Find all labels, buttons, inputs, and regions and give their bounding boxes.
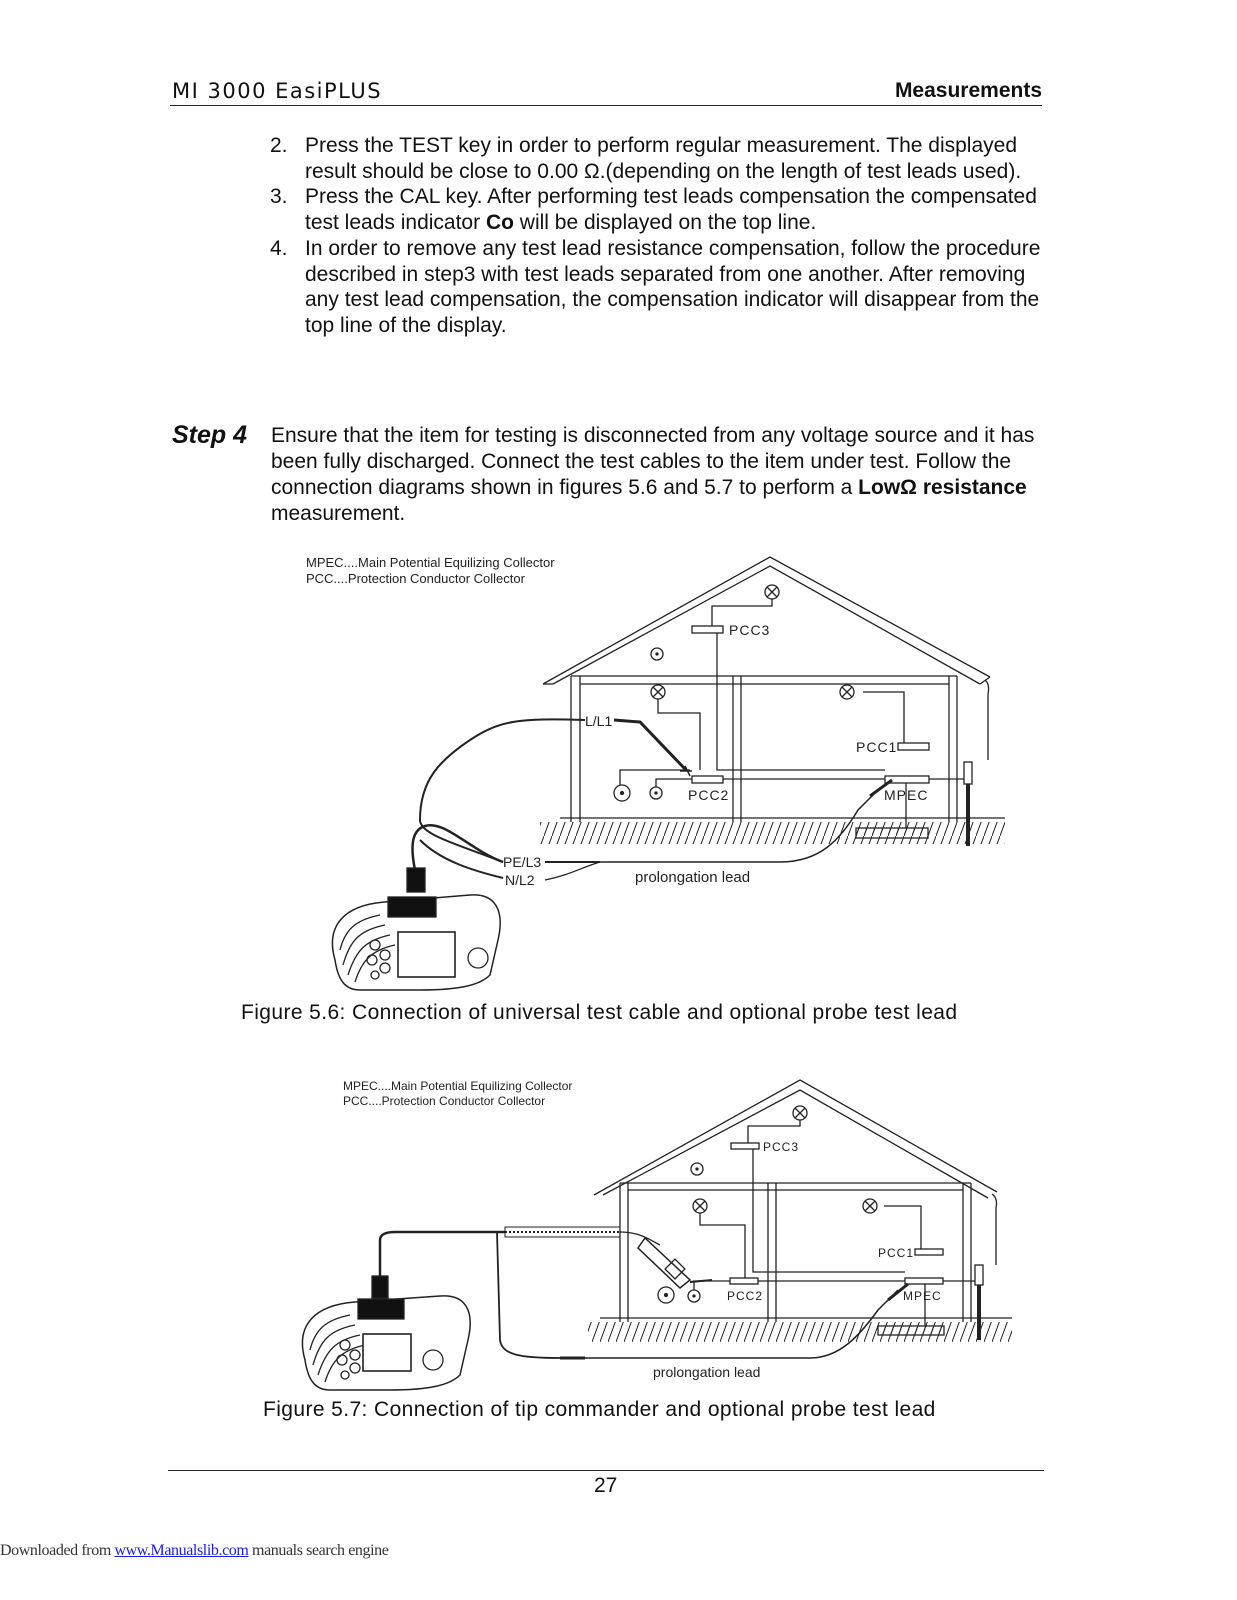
earth-clamp (975, 1265, 983, 1285)
mpec-bar (905, 1278, 943, 1284)
downpipe (992, 1194, 997, 1265)
label-mpec: MPEC (903, 1289, 942, 1303)
label-pe-l3: PE/L3 (503, 854, 542, 870)
list-number: 4. (270, 236, 288, 260)
label-l-l1: L/L1 (585, 713, 613, 729)
label-pcc3: PCC3 (763, 1140, 800, 1154)
footer-rule (168, 1470, 1044, 1471)
pcc2-bar (730, 1278, 758, 1284)
label-pcc1: PCC1 (856, 739, 898, 755)
downpipe (985, 680, 989, 760)
header-rule (170, 105, 1042, 106)
instrument-2 (302, 1296, 470, 1390)
label-pcc1: PCC1 (878, 1246, 915, 1260)
header-title: MI 3000 EasiPLUS (172, 79, 383, 103)
label-pcc3: PCC3 (729, 622, 771, 638)
roof-outer (543, 557, 990, 684)
label-pcc2: PCC2 (688, 787, 730, 803)
download-note (0, 1542, 388, 1560)
list-text: In order to remove any test lead resistance compensation, follow the procedure described in step3 with test leads separated from one another. After removing any test lead compensation, the compensation indicator will disappear from the top line of the display. (305, 236, 1041, 337)
step-tail: measurement. (271, 502, 406, 525)
legend-pcc: PCC....Protection Conductor Collector (343, 1094, 546, 1108)
list-item (270, 133, 1060, 184)
pcc3-bar (731, 1143, 759, 1149)
list-text: Press the CAL key. After performing test leads compensation the compensated test leads indicator (305, 185, 1037, 235)
download-prefix: Downloaded from (0, 1542, 115, 1559)
list-text: Press the TEST key in order to perform regular measurement. The displayed result should be close to 0.00 Ω.(depending on the length of test leads used). (305, 134, 1022, 183)
label-pcc2: PCC2 (727, 1289, 764, 1303)
figure-5-7-caption: Figure 5.7: Connection of tip commander and optional probe test lead (263, 1398, 936, 1421)
label-prolongation-1: prolongation lead (635, 869, 751, 886)
label-n-l2: N/L2 (505, 872, 535, 888)
step-label: Step 4 (172, 421, 248, 449)
figure-1-labels (306, 555, 928, 888)
roof-outer (594, 1080, 997, 1195)
list-number: 2. (270, 134, 288, 157)
page-number: 27 (594, 1474, 618, 1497)
ground-electrode (878, 1326, 944, 1335)
ground-hatch (588, 1322, 1012, 1342)
ground-hatch (540, 822, 1005, 844)
pcc1-bar (915, 1249, 943, 1255)
download-suffix: manuals search engine (248, 1542, 389, 1559)
mpec-bar (885, 776, 929, 783)
figure-2-group (302, 1080, 1012, 1390)
step-bold: LowΩ resistance (858, 476, 1027, 499)
figure-1-group (332, 557, 1005, 990)
pcc2-bar (692, 776, 723, 783)
label-prolongation-2: prolongation lead (653, 1364, 761, 1380)
legend-mpec: MPEC....Main Potential Equilizing Collector (343, 1079, 573, 1093)
step-body: Ensure that the item for testing is disconnected from any voltage source and it has been fully discharged. Connect the test cables to the item under test. Follow the connection diagrams shown in figures 5.6 and 5.7 to perform a (271, 424, 1035, 499)
list-text: will be displayed on the top line. (513, 211, 817, 235)
figure-5-6-caption: Figure 5.6: Connection of universal test cable and optional probe test lead (241, 1001, 958, 1024)
instrument-1 (332, 895, 500, 990)
figure-2-labels (343, 1079, 942, 1380)
indicator-name: Co (485, 211, 514, 235)
label-mpec: MPEC (884, 787, 929, 803)
list-number: 3. (270, 185, 288, 209)
header-section: Measurements (894, 79, 1042, 102)
legend-mpec: MPEC....Main Potential Equilizing Collector (306, 555, 555, 570)
pcc1-bar (898, 743, 929, 750)
roof-inner (553, 566, 980, 684)
pcc3-bar (692, 626, 723, 633)
procedure-list (270, 133, 1060, 339)
step-text (271, 423, 1061, 527)
list-item (270, 184, 1060, 235)
earth-clamp (964, 762, 972, 784)
list-item (270, 236, 1060, 339)
ground-electrode (856, 828, 928, 838)
manualslib-link[interactable]: www.Manualslib.com (114, 1542, 249, 1559)
legend-pcc: PCC....Protection Conductor Collector (306, 571, 525, 586)
